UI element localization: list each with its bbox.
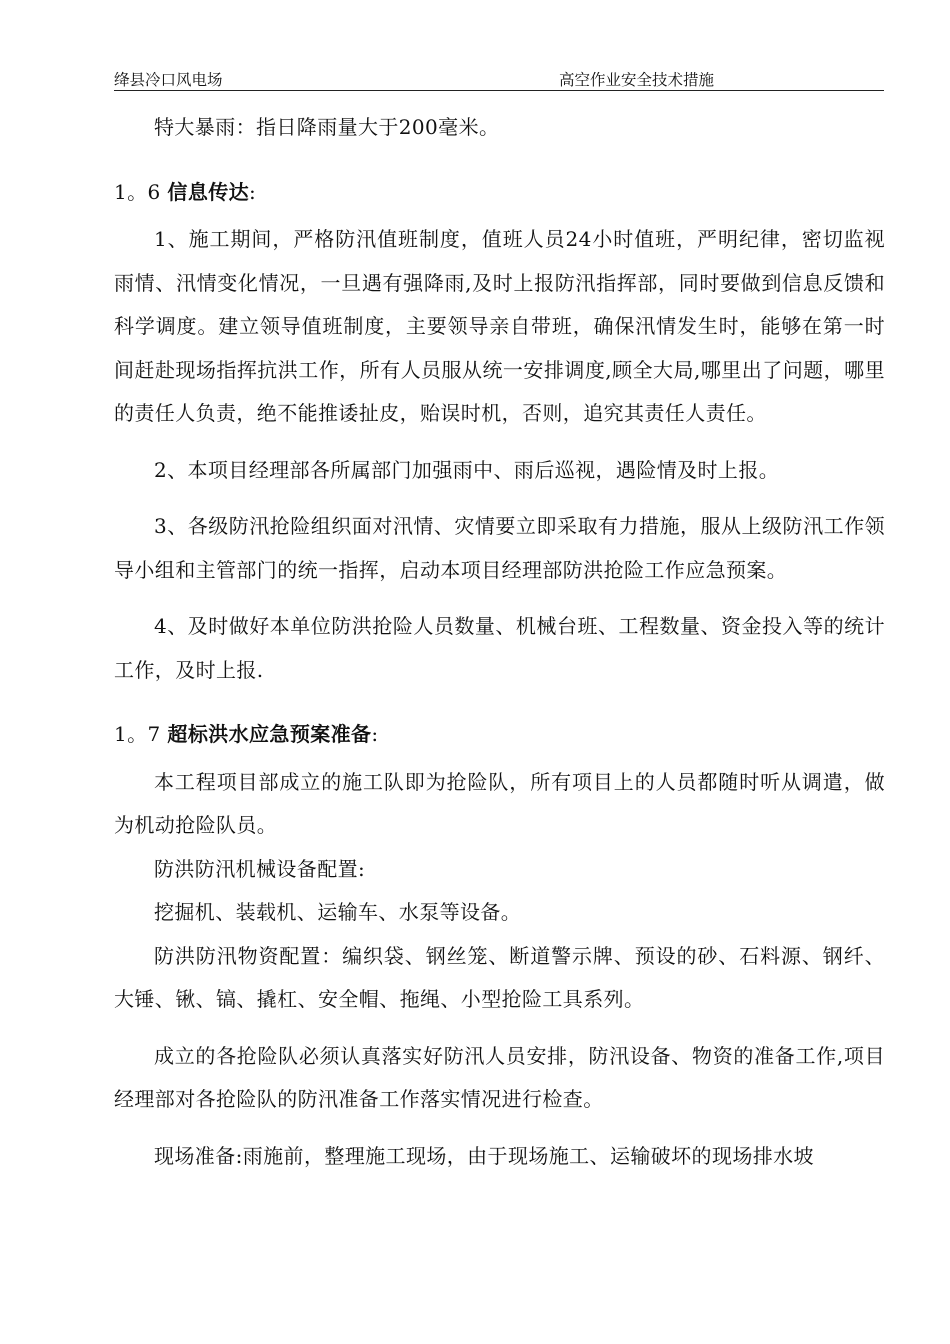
paragraph-site-preparation: 现场准备:雨施前，整理施工现场，由于现场施工、运输破坏的现场排水坡 [154,1143,814,1168]
paragraph-item-1: 1、施工期间，严格防汛值班制度，值班人员24小时值班，严明纪律，密切监视雨情、汛情变化情况，一旦遇有强降雨,及时上报防汛指挥部，同时要做到信息反馈和科学调度。建立领导值班制度，主要领导亲自带班，确保汛情发生时，能够在第一时间赶赴现场指挥抗洪工作，所有人员服从统一安排调度,顾全大局,哪里出了问题，哪里的责任人负责，绝不能推诿扯皮，贻误时机，否则，追究其责任人责任。 [114,227,885,425]
document-body [114,106,885,1178]
section-colon: : [249,179,257,204]
section-number: 1。7 [114,722,168,746]
section-title: 超标洪水应急预案准备 [167,722,372,746]
paragraph-inspection: 成立的各抢险队必须认真落实好防汛人员安排，防汛设备、物资的准备工作,项目经理部对各抢险队的防汛准备工作落实情况进行检查。 [114,1043,885,1111]
paragraph-rescue-team: 本工程项目部成立的施工队即为抢险队，所有项目上的人员都随时听从调遣，做为机动抢险队员。 [114,769,885,837]
paragraph-rainstorm-definition: 特大暴雨：指日降雨量大于200毫米。 [154,115,500,139]
paragraph-item-3: 3、各级防汛抢险组织面对汛情、灾情要立即采取有力措施，服从上级防汛工作领导小组和主管部门的统一指挥，启动本项目经理部防洪抢险工作应急预案。 [114,514,885,582]
section-heading-1-6 [114,171,885,215]
header-project-name: 绛县冷口风电场 [114,71,223,89]
section-number: 1。6 [114,179,168,204]
header-document-title: 高空作业安全技术措施 [559,71,715,89]
paragraph-materials: 防洪防汛物资配置：编织袋、钢丝笼、断道警示牌、预设的砂、石料源、钢纤、大锤、锹、镐、撬杠、安全帽、拖绳、小型抢险工具系列。 [114,943,885,1011]
section-title: 信息传达 [167,179,250,204]
paragraph-equipment-list: 挖掘机、装载机、运输车、水泵等设备。 [154,900,522,924]
paragraph-item-4: 4、及时做好本单位防洪抢险人员数量、机械台班、工程数量、资金投入等的统计工作，及时上报. [114,614,885,682]
page-header [114,66,884,91]
section-colon: : [371,722,379,746]
section-heading-1-7 [114,713,885,757]
paragraph-equipment-heading: 防洪防汛机械设备配置: [154,856,366,881]
paragraph-item-2: 2、本项目经理部各所属部门加强雨中、雨后巡视，遇险情及时上报。 [154,457,780,482]
